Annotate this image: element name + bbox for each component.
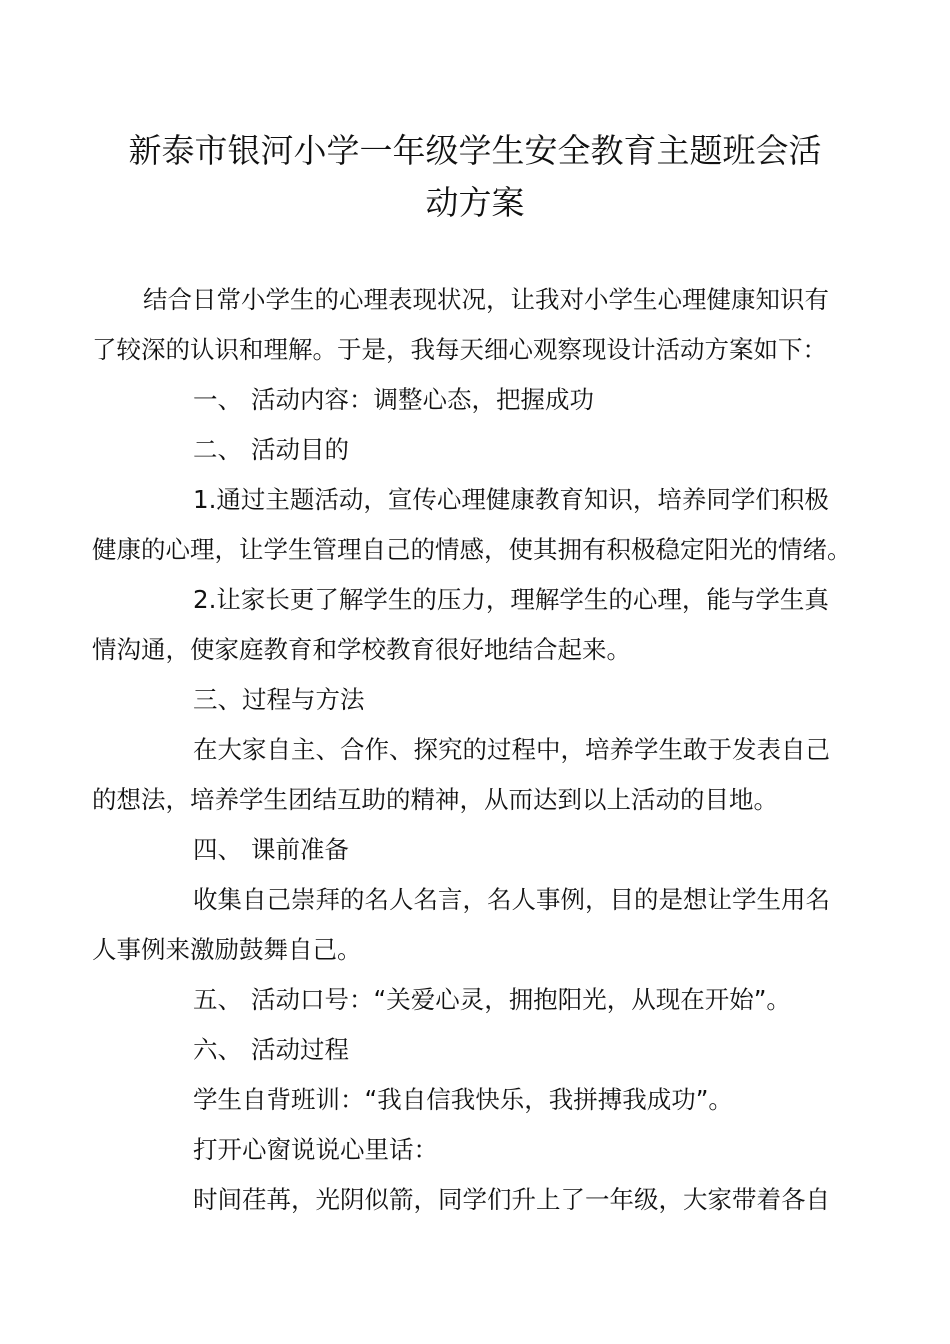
motto-line: 学生自背班训：“我自信我快乐，我拼搏我成功”。 bbox=[193, 1085, 733, 1114]
section-5-heading bbox=[193, 984, 791, 1016]
section-5-text: 活动口号：“关爱心灵，拥抱阳光，从现在开始”。 bbox=[251, 985, 791, 1014]
section-5-number: 五、 bbox=[193, 985, 242, 1014]
section-1-heading bbox=[193, 384, 594, 416]
intro-paragraph-line-1: 结合日常小学生的心理表现状况，让我对小学生心理健康知识有 bbox=[143, 285, 829, 314]
goal-2-line-2: 情沟通，使家庭教育和学校教育很好地结合起来。 bbox=[92, 635, 631, 664]
open-heart-line: 打开心窗说说心里话： bbox=[193, 1135, 438, 1164]
goal-1-line-2: 健康的心理，让学生管理自己的情感，使其拥有积极稳定阳光的情绪。 bbox=[92, 535, 852, 564]
process-line-1: 在大家自主、合作、探究的过程中，培养学生敢于发表自己 bbox=[193, 735, 830, 764]
section-2-text: 活动目的 bbox=[251, 435, 349, 464]
goal-1-line-1: 1.通过主题活动，宣传心理健康教育知识，培养同学们积极 bbox=[193, 485, 829, 514]
intro-paragraph-line-2: 了较深的认识和理解。于是，我每天细心观察现设计活动方案如下： bbox=[92, 335, 827, 364]
section-2-number: 二、 bbox=[193, 435, 242, 464]
prep-line-1: 收集自己崇拜的名人名言，名人事例，目的是想让学生用名 bbox=[193, 885, 830, 914]
section-2-heading bbox=[193, 434, 349, 466]
goal-2-line-1: 2.让家长更了解学生的压力，理解学生的心理，能与学生真 bbox=[193, 585, 829, 614]
section-4-heading bbox=[193, 834, 349, 866]
document-title-line-2: 动方案 bbox=[425, 183, 525, 222]
section-4-text: 课前准备 bbox=[251, 835, 349, 864]
time-line: 时间荏苒，光阴似箭，同学们升上了一年级，大家带着各自 bbox=[193, 1185, 830, 1214]
document-title-line-1: 新泰市银河小学一年级学生安全教育主题班会活 bbox=[128, 131, 822, 170]
section-1-text: 活动内容：调整心态，把握成功 bbox=[251, 385, 594, 414]
section-4-number: 四、 bbox=[193, 835, 242, 864]
section-6-text: 活动过程 bbox=[251, 1035, 349, 1064]
section-6-heading bbox=[193, 1034, 349, 1066]
process-line-2: 的想法，培养学生团结互助的精神，从而达到以上活动的目地。 bbox=[92, 785, 778, 814]
section-6-number: 六、 bbox=[193, 1035, 242, 1064]
prep-line-2: 人事例来激励鼓舞自己。 bbox=[92, 935, 362, 964]
section-1-number: 一、 bbox=[193, 385, 242, 414]
section-3-heading: 三、过程与方法 bbox=[193, 685, 365, 714]
